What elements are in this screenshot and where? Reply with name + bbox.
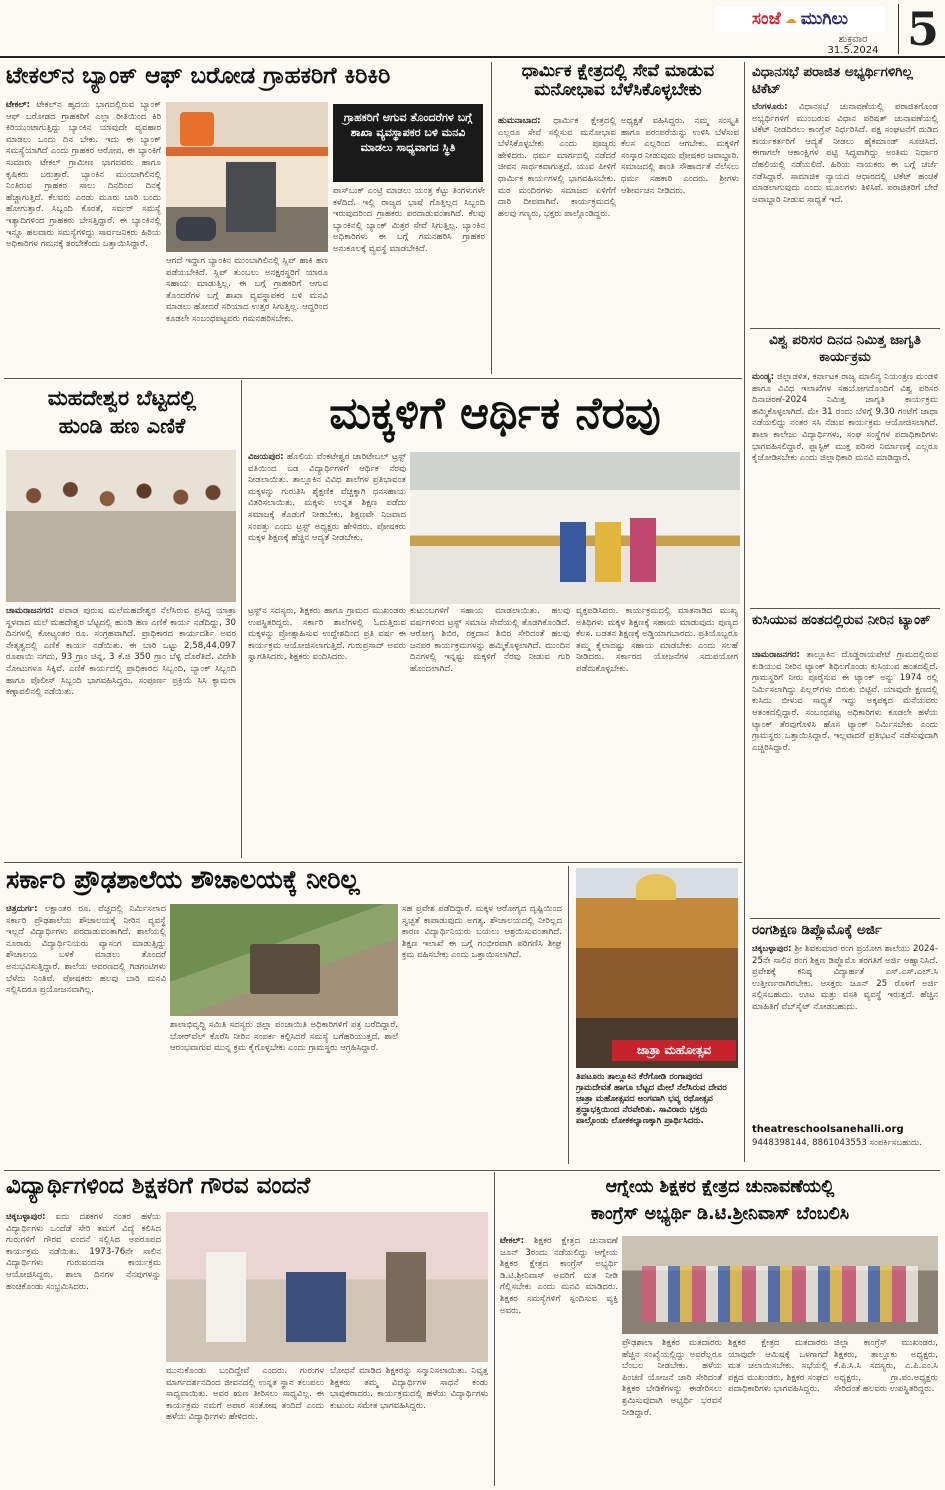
section-rule: [4, 862, 742, 863]
story-election-col1: [500, 1236, 618, 1484]
story-teachers-dateline: ಚಿಕ್ಕಬಳ್ಳಾಪುರ:: [6, 1212, 46, 1222]
story-ticket-dateline: ಬೆಂಗಳೂರು:: [752, 102, 788, 112]
bank-branch-photo: [166, 102, 328, 252]
story-theatre-headline: ರಂಗಶಿಕ್ಷಣ ಡಿಪ್ಲೊಮೊಕ್ಕೆ ಅರ್ಜಿ: [752, 922, 882, 938]
child-figure-shape: [560, 522, 586, 582]
story-tank-headline: ಕುಸಿಯುವ ಹಂತದಲ್ಲಿರುವ ನೀರಿನ ಟ್ಯಾಂಕ್: [752, 612, 931, 628]
story-election-col1-text: ಶಿಕ್ಷಕರ ಕ್ಷೇತ್ರದ ಚುನಾವಣೆ ಜೂನ್ 3ರಂದು ನಡೆಯಲಿದ್ದು ಆಗ್ನೇಯ ಶಿಕ್ಷಕರ ಕ್ಷೇತ್ರದ ಕಾಂಗ್ರೆಸ್ ಅಭ್ಯರ್ಥಿ ಡಿ.ಟಿ.ಶ್ರೀನಿವಾಸ್ ಅವರಿಗೆ ಮತ ನೀಡಿ ಗೆಲ್ಲಿಸಬೇಕು ಎಂದು ಮನವಿ ಮಾಡಿದರು. ಶಿಕ್ಷಕರ ಸಮಸ್ಯೆಗಳಿಗೆ ಸ್ಪಂದಿಸುವ ವ್ಯಕ್ತಿ ಅವರು.: [500, 1236, 618, 1316]
story-temple-headline: [8, 384, 236, 444]
brand-logo: [715, 6, 885, 32]
story-religion-headline: ಧಾರ್ಮಿಕ ಕ್ಷೇತ್ರದಲ್ಲಿ ಸೇವೆ ಮಾಡುವ ಮನೋಭಾವ ಬೆಳೆಸಿಕೊಳ್ಳಬೇಕು: [521, 62, 715, 100]
section-rule: [750, 918, 940, 919]
person-figure-shape: [206, 1252, 246, 1342]
school-overgrowth-photo: [170, 904, 398, 1016]
story-bank-callout: ಗ್ರಾಹಕರಿಗೆ ಆಗುವ ತೊಂದರೆಗಳ ಬಗ್ಗೆ ಶಾಖಾ ವ್ಯವಸ್ಥಾಪಕರ ಬಳಿ ಮನವಿ ಮಾಡಲು ಸಾಧ್ಯವಾಗದ ಸ್ಥಿತಿ: [333, 104, 483, 182]
parked-scooter-shape: [176, 217, 216, 241]
section-rule: [4, 378, 742, 379]
story-toilet-headline: ಸರ್ಕಾರಿ ಪ್ರೌಢಶಾಲೆಯ ಶೌಚಾಲಯಕ್ಕೆ ನೀರಿಲ್ಲ: [6, 866, 360, 894]
story-teachers-col2: ಮುನುಕೊಂಡು ಬಂದಿದ್ದೇವೆ ಎಂದರು. ಗುರುಗಳ ಮಾರ್ಗದರ್ಶನದಿಂದ ಜೀವನದಲ್ಲಿ ಉನ್ನತ ಸ್ಥಾನ ತಲುಪಲು ಸಾಧ್ಯವಾಯಿತು. ಅವರ ಋಣ ತೀರಿಸಲು ಸಾಧ್ಯವಿಲ್ಲ. ಈ ಕಾರ್ಯಕ್ರಮ ನಮಗೆ ಅಪಾರ ಸಂತೋಷ ತಂದಿದೆ ಎಂದು ಹಳೆಯ ವಿದ್ಯಾರ್ಥಿಗಳು ಹೇಳಿದರು.: [166, 1366, 324, 1423]
story-aid-col2: ಟ್ರಸ್ಟ್‌ನ ಸದಸ್ಯರು, ಶಿಕ್ಷಕರು ಹಾಗೂ ಗ್ರಾಮದ ಮುಖಂಡರು ಉಪಸ್ಥಿತರಿದ್ದರು. ಸರ್ಕಾರಿ ಶಾಲೆಗಳಲ್ಲಿ ಓದುತ್ತಿರುವ ಮಕ್ಕಳನ್ನು ಪ್ರೋತ್ಸಾಹಿಸುವ ಉದ್ದೇಶದಿಂದ ಪ್ರತಿ ವರ್ಷ ಈ ಕಾರ್ಯಕ್ರಮ ಆಯೋಜಿಸಲಾಗುತ್ತಿದೆ. ಗುರುಪ್ರಸಾದ್ ಅವರು ಸ್ವಾಗತಿಸಿದರು, ಶಿಕ್ಷಕರು ವಂದಿಸಿದರು.: [248, 606, 406, 663]
story-environment-text: ಜಿಲ್ಲಾಡಳಿತ, ಕರ್ನಾಟಕ ರಾಜ್ಯ ಮಾಲಿನ್ಯ ನಿಯಂತ್ರಣ ಮಂಡಳಿ ಹಾಗೂ ವಿವಿಧ ಇಲಾಖೆಗಳ ಸಹಯೋಗದೊಂದಿಗೆ ವಿಶ್ವ ಪರಿಸರ ದಿನಾಚರಣೆ-2024 ನಿಮಿತ್ತ ಜಾಗೃತಿ ಕಾರ್ಯಕ್ರಮ ಹಮ್ಮಿಕೊಳ್ಳಲಾಗಿದೆ. ಮೇ 31 ರಂದು ಬೆಳಿಗ್ಗೆ 9.30 ಗಂಟೆಗೆ ಜಾಥಾ ನಡೆಯಲಿದ್ದು ನಂತರ ಸಸಿ ನೆಡುವ ಕಾರ್ಯಕ್ರಮ ಆಯೋಜಿಸಲಾಗಿದೆ. ಶಾಲಾ ಕಾಲೇಜು ವಿದ್ಯಾರ್ಥಿಗಳು, ಸಂಘ ಸಂಸ್ಥೆಗಳ ಪದಾಧಿಕಾರಿಗಳು ಭಾಗವಹಿಸಲಿದ್ದಾರೆ. ಪ್ಲಾಸ್ಟಿಕ್ ಮುಕ್ತ ಪರಿಸರ ನಿರ್ಮಾಣಕ್ಕೆ ಎಲ್ಲರೂ ಕೈಜೋಡಿಸಬೇಕು ಎಂದು ಜಿಲ್ಲಾಧಿಕಾರಿ ಮನವಿ ಮಾಡಿದ್ದಾರೆ.: [752, 372, 938, 464]
bank-logo-shape: [180, 112, 214, 146]
story-environment-dateline: ಮಂಡ್ಯ:: [752, 372, 775, 382]
hundi-counting-photo: [6, 450, 236, 602]
child-figure-shape: [595, 522, 621, 582]
story-toilet-dateline: ಚಿತ್ರದುರ್ಗ:: [6, 904, 38, 914]
festival-caption: ತಿಪಟೂರು ತಾಲ್ಲೂಕಿನ ಕೆರೆಗೋಡಿ ರಂಗಾಪುರದ ಗ್ರಾಮದೇವತೆ ಹಾಗೂ ಬೆಟ್ಟದ ಮೇಲೆ ನೆಲೆಸಿರುವ ದೇವರ ಜಾತ್ರಾ ಮಹೋತ್ಸವದ ಅಂಗವಾಗಿ ಭವ್ಯ ರಥೋತ್ಸವ ಶ್ರದ್ಧಾಭಕ್ತಿಯಿಂದ ನೆರವೇರಿತು. ಸಾವಿರಾರು ಭಕ್ತರು ಪಾಲ್ಗೊಂಡು ಲೋಕಕಲ್ಯಾಣಕ್ಕಾಗಿ ಪ್ರಾರ್ಥಿಸಿದರು.: [576, 1072, 727, 1126]
story-aid-col1: [248, 452, 406, 602]
story-tank-text: ತಾಲ್ಲೂಕಿನ ದೊಡ್ಡರಾಯಪೇಟೆ ಗ್ರಾಮದಲ್ಲಿರುವ ಕುಡಿಯುವ ನೀರಿನ ಟ್ಯಾಂಕ್ ಶಿಥಿಲಗೊಂಡು ಕುಸಿಯುವ ಹಂತದಲ್ಲಿದೆ. ಗ್ರಾಮಸ್ಥರಿಗೆ ನೀರು ಪೂರೈಸುವ ಈ ಟ್ಯಾಂಕ್ ಅನ್ನು 1974 ರಲ್ಲಿ ನಿರ್ಮಿಸಲಾಗಿದ್ದು ಪಿಲ್ಲರ್‌ಗಳು ಬಿರುಕು ಬಿಟ್ಟಿವೆ. ಯಾವುದೇ ಕ್ಷಣದಲ್ಲಿ ಕುಸಿದು ಬೀಳುವ ಸಾಧ್ಯತೆ ಇದ್ದು ಅಕ್ಕಪಕ್ಕದ ಮನೆಯವರು ಆತಂಕದಲ್ಲಿದ್ದಾರೆ. ಸಂಬಂಧಪಟ್ಟ ಅಧಿಕಾರಿಗಳು ಕೂಡಲೇ ಹಳೆಯ ಟ್ಯಾಂಕ್ ತೆರವುಗೊಳಿಸಿ ಹೊಸ ಟ್ಯಾಂಕ್ ನಿರ್ಮಿಸಬೇಕು ಎಂದು ಗ್ರಾಮಸ್ಥರು ಒತ್ತಾಯಿಸಿದ್ದಾರೆ. ಇಲ್ಲವಾದರೆ ಪ್ರತಿಭಟನೆ ನಡೆಸುವುದಾಗಿ ಎಚ್ಚರಿಸಿದ್ದಾರೆ.: [752, 650, 938, 753]
column-rule: [568, 866, 569, 1164]
story-theatre-body: [752, 944, 938, 1122]
story-bank-col1-text: ಟೇಕಲ್‌ನ ಹೃದಯ ಭಾಗದಲ್ಲಿರುವ ಬ್ಯಾಂಕ್ ಆಫ್ ಬರೋಡದ ಗ್ರಾಹಕರಿಗೆ ಎಲ್ಲಾ ರೀತಿಯಿಂದ ಕಿರಿ ಕಿರಿಯುಂಟಾಗುತ್ತಿದ್ದು ಬ್ಯಾಂಕಿನ ಯಾವುದೇ ವ್ಯವಹಾರ ಮಾಡಲು ಒಂದು ದಿನ ಬೇಕು. ಇದು ಈ ಬ್ಯಾಂಕ್ ಸಮಸ್ಯೆಯಾಗಿದೆ ಎಂದು ಗ್ರಾಹಕರ ಆರೋಪ. ಈ ಬ್ಯಾಂಕಿಗೆ ಸುಮಾರು ಟೇಕಲ್ ಗ್ರಾಮೀಣ ಭಾಗದವರು ಹಾಗೂ ಕೃಷಿಕರು ಬರುತ್ತಾರೆ. ಬ್ಯಾಂಕಿನ ಮುಂಬಾಗಿಲಿನಲ್ಲಿ ನಿಂತಿರುವ ಗ್ರಾಹಕರ ಸಾಲು ದಿನದಿಂದ ದಿನಕ್ಕೆ ಹೆಚ್ಚಾಗುತ್ತಿದೆ. ಕೆಲವರು ಎರಡು ಮೂರು ಬಾರಿ ಬಂದು ಹೋಗುತ್ತಾರೆ. ಸಿಬ್ಬಂದಿ ಕೊರತೆ, ಸರ್ವರ್ ಸಮಸ್ಯೆ ಇತ್ಯಾದಿಗಳಿಂದ ಗ್ರಾಹಕರು ಬೇಸತ್ತಿದ್ದಾರೆ. ಈ ಬ್ಯಾಂಕಿನಲ್ಲಿ ಇನ್ನೂ ಹಲವಾರು ಸಮಸ್ಯೆಗಳಿದ್ದು ಸಾರ್ವಜನಿಕರು ಹಿರಿಯ ಅಧಿಕಾರಿಗಳ ಗಮನಕ್ಕೆ ತರಬೇಕೆಂದು ಒತ್ತಾಯಿಸಿದ್ದಾರೆ.: [6, 100, 161, 250]
story-bank-col1: [6, 100, 161, 372]
story-teachers-col1-text: ಐದು ದಶಕಗಳ ನಂತರ ಹಳೆಯ ವಿದ್ಯಾರ್ಥಿಗಳು ಒಂದೆಡೆ ಸೇರಿ ತಮಗೆ ವಿದ್ಯೆ ಕಲಿಸಿದ ಗುರುಗಳಿಗೆ ಗೌರವ ವಂದನೆ ಸಲ್ಲಿಸಿದ ಅಪರೂಪದ ಕಾರ್ಯಕ್ರಮ ನಡೆಯಿತು. 1973-76ನೇ ಸಾಲಿನ ವಿದ್ಯಾರ್ಥಿಗಳು ಗುರುವಂದನಾ ಕಾರ್ಯಕ್ರಮ ಆಯೋಜಿಸಿದ್ದರು. ಶಾಲಾ ದಿನಗಳ ನೆನಪುಗಳನ್ನು ಹಂಚಿಕೊಂಡು ಸಂಭ್ರಮಿಸಿದರು.: [6, 1212, 161, 1292]
theatre-phone-numbers: 9448398144, 8861043553 ಸಂಪರ್ಕಿಸಬಹುದು.: [752, 1138, 922, 1148]
story-temple-dateline: ಚಾಮರಾಜನಗರ:: [6, 606, 54, 616]
dry-tank-shape: [250, 944, 320, 994]
story-bank-headline: ಟೇಕಲ್‌ನ ಬ್ಯಾಂಕ್ ಆಫ್ ಬರೋಡ ಗ್ರಾಹಕರಿಗೆ ಕಿರಿಕಿರಿ: [6, 64, 391, 89]
story-religion-col1: [498, 116, 616, 372]
column-rule: [494, 1172, 495, 1486]
section-rule: [4, 1170, 940, 1171]
issue-date: 31.5.2024: [827, 45, 879, 56]
column-rule: [491, 62, 492, 374]
child-figure-shape: [630, 518, 656, 582]
story-temple-body: [6, 606, 236, 856]
story-election-headline-line1: ಆಗ್ನೇಯ ಶಿಕ್ಷಕರ ಕ್ಷೇತ್ರದ ಚುನಾವಣೆಯಲ್ಲಿ: [605, 1177, 835, 1197]
story-theatre-text: ಶ್ರೀ ಶಿವಕುಮಾರ ರಂಗ ಪ್ರಯೋಗ ಶಾಲೆಯು 2024-25ನೇ ಸಾಲಿನ ರಂಗ ಶಿಕ್ಷಣ ಡಿಪ್ಲೊಮೊ ತರಗತಿಗೆ ಅರ್ಜಿ ಆಹ್ವಾನಿಸಿದೆ. ಪ್ರವೇಶಕ್ಕೆ ಕನಿಷ್ಠ ವಿದ್ಯಾರ್ಹತೆ ಎಸ್.ಎಸ್.ಎಲ್.ಸಿ ಉತ್ತೀರ್ಣರಾಗಿರಬೇಕು. ಆಸಕ್ತರು ಜೂನ್ 25 ರೊಳಗೆ ಅರ್ಜಿ ಸಲ್ಲಿಸಬಹುದು. ಊಟ ಮತ್ತು ವಸತಿ ವ್ಯವಸ್ಥೆ ಇರುತ್ತದೆ. ಹೆಚ್ಚಿನ ಮಾಹಿತಿಗೆ ವೆಬ್‌ಸೈಟ್ ನೋಡಬಹುದು.: [752, 944, 938, 1012]
temple-chariot-photo: [576, 868, 738, 1068]
issue-day: ಶುಕ್ರವಾರ: [838, 34, 868, 45]
story-aid-col4: ವ್ಯಕ್ತಪಡಿಸಿದರು. ಕಾರ್ಯಕ್ರಮದಲ್ಲಿ ಮಾತನಾಡಿದ ಮುಖ್ಯ ಅತಿಥಿಗಳು ಮಕ್ಕಳ ಶಿಕ್ಷಣಕ್ಕೆ ಸಹಾಯ ಮಾಡುವುದು ಪುಣ್ಯದ ಕೆಲಸ. ಬಡತನ ಶಿಕ್ಷಣಕ್ಕೆ ಅಡ್ಡಿಯಾಗಬಾರದು. ಪ್ರತಿಯೊಬ್ಬರೂ ತಮ್ಮ ಕೈಲಾದಷ್ಟು ಸಹಾಯ ಮಾಡಬೇಕು ಎಂದು ಸಲಹೆ ನೀಡಿದರು. ಸರ್ಕಾರದ ಯೋಜನೆಗಳ ಸದುಪಯೋಗ ಪಡೆದುಕೊಳ್ಳಬೇಕು.: [576, 606, 738, 674]
story-toilet-col1-text: ಲಕ್ಷಾಂತರ ರೂ. ವೆಚ್ಚದಲ್ಲಿ ನಿರ್ಮಿಸಲಾದ ಸರ್ಕಾರಿ ಪ್ರೌಢಶಾಲೆಯ ಶೌಚಾಲಯಕ್ಕೆ ನೀರಿನ ವ್ಯವಸ್ಥೆ ಇಲ್ಲದೆ ವಿದ್ಯಾರ್ಥಿಗಳು ಪರದಾಡುವಂತಾಗಿದೆ. ಶಾಲೆಯಲ್ಲಿ ನೂರಾರು ವಿದ್ಯಾರ್ಥಿನಿಯರು ವ್ಯಾಸಂಗ ಮಾಡುತ್ತಿದ್ದು ಶೌಚಾಲಯ ಬಳಕೆ ಮಾಡಲು ತೊಂದರೆ ಅನುಭವಿಸುತ್ತಿದ್ದಾರೆ. ಶಾಲೆಯ ಆವರಣದಲ್ಲಿ ಗಿಡಗಂಟಿಗಳು ಬೆಳೆದು ನಿಂತಿವೆ. ಪೋಷಕರು ಹಲವು ಬಾರಿ ಮನವಿ ಸಲ್ಲಿಸಿದರೂ ಪ್ರಯೋಜನವಾಗಿಲ್ಲ.: [6, 904, 166, 996]
story-toilet-col3: ಸಹ ಪ್ರವೇಶ ಪಡೆದಿದ್ದಾರೆ. ಮಕ್ಕಳ ಆರೋಗ್ಯದ ದೃಷ್ಟಿಯಿಂದ ಸ್ವಚ್ಛತೆ ಕಾಪಾಡುವುದು ಅಗತ್ಯ. ಶೌಚಾಲಯದಲ್ಲಿ ನೀರಿಲ್ಲದ ಕಾರಣ ವಿದ್ಯಾರ್ಥಿನಿಯರು ಬಯಲು ಆಶ್ರಯಿಸುವಂತಾಗಿದೆ. ಶಿಕ್ಷಣ ಇಲಾಖೆ ಈ ಬಗ್ಗೆ ಗಂಭೀರವಾಗಿ ಪರಿಗಣಿಸಿ ಶೀಘ್ರ ಕ್ರಮ ವಹಿಸಬೇಕು ಎಂದು ಒತ್ತಾಯಿಸಲಾಗಿದೆ.: [402, 904, 562, 961]
person-figure-shape: [386, 1252, 426, 1342]
story-election-col3: ಶಿಕ್ಷಕರ ಕ್ಷೇತ್ರದ ಮತದಾರರು ಯಾವುದೇ ಆಮಿಷಕ್ಕೆ ಒಳಗಾಗದೆ ಮತ ಚಲಾಯಿಸಬೇಕು. ಸಭೆಯಲ್ಲಿ ಪಕ್ಷದ ಮುಖಂಡರು, ಶಿಕ್ಷಕರ ಸಂಘದ ಪದಾಧಿಕಾರಿಗಳು ಭಾಗವಹಿಸಿದ್ದರು.: [728, 1338, 828, 1395]
story-bank-dateline: ಟೇಕಲ್:: [6, 100, 31, 110]
section-rule: [750, 608, 940, 609]
teacher-felicitation-photo: [166, 1212, 488, 1362]
story-teachers-headline: ವಿದ್ಯಾರ್ಥಿಗಳಿಂದ ಶಿಕ್ಷಕರಿಗೆ ಗೌರವ ವಂದನೆ: [6, 1174, 311, 1199]
election-meeting-photo: [622, 1236, 938, 1334]
story-tank-dateline: ಚಾಮರಾಜನಗರ:: [752, 650, 800, 660]
story-election-col4: ಜಿಲ್ಲಾ ಕಾಂಗ್ರೆಸ್ ಮುಖಂಡರು, ಶಿಕ್ಷಕರು, ತಾಲ್ಲೂಕು ಅಧ್ಯಕ್ಷರು, ಕೆ.ಪಿ.ಸಿ.ಸಿ ಸದಸ್ಯರು, ಎ.ಪಿ.ಎಂ.ಸಿ ಅಧ್ಯಕ್ಷರು, ಗ್ರಾ.ಪಂ.ಅಧ್ಯಕ್ಷರು ಸೇರಿದಂತೆ ಹಲವರು ಉಪಸ್ಥಿತರಿದ್ದರು.: [834, 1338, 938, 1395]
story-toilet-col1: [6, 904, 166, 1166]
story-ticket-headline: ವಿಧಾನಸಭೆ ಪರಾಜಿತ ಅಭ್ಯರ್ಥಿಗಳಿಗಿಲ್ಲ ಟಿಕೆಟ್: [752, 64, 913, 97]
story-religion-col2: ಅಧ್ಯಕ್ಷತೆ ವಹಿಸಿದ್ದರು. ನಮ್ಮ ಸಂಸ್ಕೃತಿ ಹಾಗೂ ಪರಂಪರೆಯನ್ನು ಉಳಿಸಿ ಬೆಳೆಸುವ ಕೆಲಸ ಎಲ್ಲರಿಂದ ಆಗಬೇಕು. ಮಕ್ಕಳಿಗೆ ಸಂಸ್ಕಾರ ನೀಡುವುದು ಪೋಷಕರ ಜವಾಬ್ದಾರಿ. ಸಮಾಜದಲ್ಲಿ ಶಾಂತಿ ಸೌಹಾರ್ದತೆ ನೆಲೆಸಲು ಧರ್ಮ ಸಹಕಾರಿ ಎಂದರು. ಶ್ರೀಗಳು ಆಶೀರ್ವಚನ ನೀಡಿದರು.: [621, 116, 739, 196]
story-toilet-col2: ಶಾಲಾಭಿವೃದ್ಧಿ ಸಮಿತಿ ಸದಸ್ಯರು ಜಿಲ್ಲಾ ಪಂಚಾಯಿತಿ ಅಧಿಕಾರಿಗಳಿಗೆ ಪತ್ರ ಬರೆದಿದ್ದಾರೆ. ಬೋರ್‌ವೆಲ್ ಕೊರೆಸಿ ನೀರಿನ ಸಂಪರ್ಕ ಕಲ್ಪಿಸಿದರೆ ಸಮಸ್ಯೆ ಬಗೆಹರಿಯುತ್ತದೆ. ಶಾಲೆ ಆರಂಭವಾಗುವ ಮುನ್ನ ಕ್ರಮ ಕೈಗೊಳ್ಳಬೇಕು ಎಂದು ಗ್ರಾಮಸ್ಥರು ಆಗ್ರಹಿಸಿದ್ದಾರೆ.: [170, 1020, 398, 1054]
story-religion-col1-text: ಧಾರ್ಮಿಕ ಕ್ಷೇತ್ರದಲ್ಲಿ ಎಲ್ಲರೂ ಸೇವೆ ಸಲ್ಲಿಸುವ ಮನೋಭಾವ ಬೆಳೆಸಿಕೊಳ್ಳಬೇಕು ಎಂದು ಪೂಜ್ಯರು ಹೇಳಿದರು. ಧರ್ಮ ಮಾರ್ಗದಲ್ಲಿ ನಡೆದರೆ ಜೀವನ ಸಾರ್ಥಕವಾಗುತ್ತದೆ. ಯುವ ಪೀಳಿಗೆ ಧಾರ್ಮಿಕ ಕಾರ್ಯಗಳಲ್ಲಿ ಭಾಗವಹಿಸಬೇಕು. ಮಠ ಮಂದಿರಗಳು ಸಮಾಜದ ಏಳಿಗೆಗೆ ದಾರಿ ದೀಪವಾಗಿವೆ. ಕಾರ್ಯಕ್ರಮದಲ್ಲಿ ಹಲವು ಗಣ್ಯರು, ಭಕ್ತರು ಪಾಲ್ಗೊಂಡಿದ್ದರು.: [498, 116, 616, 219]
story-bank-col2: ಆಗದೆ ಇದ್ದಾಗ ಬ್ಯಾಂಕಿನ ಮುಂಬಾಗಿಲಿನಲ್ಲಿ ಸ್ಲಿಪ್ ಹಾಕಿ ಹಣ ಪಡೆಯಬೇಕಿದೆ. ಸ್ಲಿಪ್ ತುಂಬಲು ಅನಕ್ಷರಸ್ಥರಿಗೆ ಯಾರೂ ಸಹಾಯ ಮಾಡುತ್ತಿಲ್ಲ. ಈ ಬಗ್ಗೆ ಗ್ರಾಹಕರಿಗೆ ಆಗುವ ತೊಂದರೆಗಳ ಬಗ್ಗೆ ಶಾಖಾ ವ್ಯವಸ್ಥಾಪಕರ ಬಳಿ ಮನವಿ ಮಾಡಲು ಹೋದರೆ ಸರಿಯಾದ ಉತ್ತರ ಸಿಗುತ್ತಿಲ್ಲ. ಆದ್ದರಿಂದ ಕೂಡಲೇ ಸಂಬಂಧಪಟ್ಟವರು ಗಮನಹರಿಸಬೇಕು.: [166, 256, 328, 324]
bank-door-shape: [226, 162, 276, 232]
story-ticket-text: ವಿಧಾನಸಭೆ ಚುನಾವಣೆಯಲ್ಲಿ ಪರಾಜಿತಗೊಂಡ ಅಭ್ಯರ್ಥಿಗಳಿಗೆ ಮುಂಬರುವ ವಿಧಾನ ಪರಿಷತ್ ಚುನಾವಣೆಯಲ್ಲಿ ಟಿಕೆಟ್ ನೀಡದಿರಲು ಕಾಂಗ್ರೆಸ್ ನಿರ್ಧರಿಸಿದೆ. ಪಕ್ಷ ಸಂಘಟನೆಗೆ ದುಡಿದ ಕಾರ್ಯಕರ್ತರಿಗೆ ಆದ್ಯತೆ ನೀಡಲು ಹೈಕಮಾಂಡ್ ಸೂಚಿಸಿದೆ. ಈಗಾಗಲೇ ಆಕಾಂಕ್ಷಿಗಳ ಪಟ್ಟಿ ಸಿದ್ಧವಾಗಿದ್ದು ಅಂತಿಮ ನಿರ್ಧಾರ ದೆಹಲಿಯಲ್ಲಿ ನಡೆಯಲಿದೆ. ಹಿರಿಯ ನಾಯಕರು ಈ ಬಗ್ಗೆ ಚರ್ಚೆ ನಡೆಸಿದ್ದಾರೆ. ಸಾಮಾಜಿಕ ನ್ಯಾಯದ ಆಧಾರದಲ್ಲಿ ಟಿಕೆಟ್ ಹಂಚಿಕೆ ಮಾಡಲಾಗುವುದು ಎಂದು ಮೂಲಗಳು ತಿಳಿಸಿವೆ. ಪರಾಜಿತರಿಗೆ ಬೇರೆ ಜವಾಬ್ದಾರಿ ನೀಡುವ ಸಾಧ್ಯತೆ ಇದೆ.: [752, 102, 938, 205]
group-figures-shape: [642, 1266, 918, 1322]
story-temple-text: ಪವಾಡ ಪುರುಷ ಮಲೆಮಹದೇಶ್ವರ ನೆಲೆಸಿರುವ ಪ್ರಸಿದ್ಧ ಯಾತ್ರಾ ಸ್ಥಳವಾದ ಮಲೆ ಮಹದೇಶ್ವರ ಬೆಟ್ಟದಲ್ಲಿ ಹುಂಡಿ ಹಣ ಎಣಿಕೆ ಕಾರ್ಯ ನಡೆದಿದ್ದು, 30 ದಿನಗಳಲ್ಲಿ ಕೋಟ್ಯಂತರ ರೂ. ಸಂಗ್ರಹವಾಗಿದೆ. ಪ್ರಾಧಿಕಾರದ ಕಾರ್ಯದರ್ಶಿ ಅವರ ನೇತೃತ್ವದಲ್ಲಿ ಎಣಿಕೆ ಕಾರ್ಯ ನಡೆಯಿತು. ಈ ಬಾರಿ ಒಟ್ಟು 2,58,44,097 ರೂಪಾಯಿ ನಗದು, 93 ಗ್ರಾಂ ಚಿನ್ನ, 3 ಕೆ.ಜಿ 350 ಗ್ರಾಂ ಬೆಳ್ಳಿ ದೊರೆತಿದೆ. ವಿದೇಶಿ ನೋಟುಗಳೂ ಸಿಕ್ಕಿವೆ. ಎಣಿಕೆ ಕಾರ್ಯದಲ್ಲಿ ಪ್ರಾಧಿಕಾರದ ಸಿಬ್ಬಂದಿ, ಬ್ಯಾಂಕ್ ಸಿಬ್ಬಂದಿ ಹಾಗೂ ಪೊಲೀಸ್ ಸಿಬ್ಬಂದಿ ಭಾಗವಹಿಸಿದ್ದರು. ಸಂಪೂರ್ಣ ಪ್ರಕ್ರಿಯೆ ಸಿಸಿ ಕ್ಯಾಮರಾ ಕಣ್ಗಾವಲಿನಲ್ಲಿ ನಡೆಯಿತು.: [6, 606, 236, 698]
page-number-divider: [898, 4, 899, 54]
story-teachers-col3: ಬೋಧನೆ ಮಾಡಿದ ಶಿಕ್ಷಕರನ್ನು ಸನ್ಮಾನಿಸಲಾಯಿತು. ನಿವೃತ್ತ ಶಿಕ್ಷಕರು ತಮ್ಮ ವಿದ್ಯಾರ್ಥಿಗಳ ಸಾಧನೆ ಕಂಡು ಭಾವುಕರಾದರು. ಕಾರ್ಯಕ್ರಮದಲ್ಲಿ ಹಳೆಯ ವಿದ್ಯಾರ್ಥಿಗಳು ಕುಟುಂಬ ಸಮೇತ ಭಾಗವಹಿಸಿದ್ದರು.: [330, 1366, 488, 1411]
festival-tag: ಜಾತ್ರಾ ಮಹೋತ್ಸವ: [612, 1040, 736, 1061]
story-teachers-col1: [6, 1212, 161, 1484]
brand-name-part1: ಸಂಜೆ: [752, 9, 781, 29]
aid-distribution-photo: [410, 452, 740, 604]
story-ticket-body: [752, 102, 938, 324]
column-rule: [241, 380, 242, 858]
story-temple-headline-line2: ಹುಂಡಿ ಹಣ ಎಣಿಕೆ: [58, 414, 186, 438]
story-environment-headline: ವಿಶ್ವ ಪರಿಸರ ದಿನದ ನಿಮಿತ್ತ ಜಾಗೃತಿ ಕಾರ್ಯಕ್ರಮ: [769, 332, 921, 365]
story-religion-dateline: ಹುಮನಾಬಾದ:: [498, 116, 541, 126]
story-aid-dateline: ವಿಜಯಪುರ:: [248, 452, 284, 462]
story-election-headline: [500, 1174, 940, 1232]
column-rule-right: [744, 62, 745, 1162]
theatre-website-link[interactable]: theatreschoolsanehalli.org: [752, 1124, 904, 1135]
chariot-top-shape: [636, 874, 676, 900]
story-bank-col3: ಪಾಸ್‌ಬುಕ್ ಎಂಟ್ರಿ ಮಾಡಲು ಯಂತ್ರ ಕೆಟ್ಟು ತಿಂಗಳುಗಳೇ ಕಳೆದಿದೆ. ಇಲ್ಲಿ ರಾಜ್ಯದ ಭಾಷೆ ಗೊತ್ತಿಲ್ಲದ ಸಿಬ್ಬಂದಿ ಇರುವುದರಿಂದ ಗ್ರಾಹಕರು ಪರದಾಡುವಂತಾಗಿದೆ. ಕೆಲವು ಬ್ಯಾಂಕಿನಲ್ಲಿ ಬ್ಯಾಂಕ್ ಮಿತ್ರರ ಸೇವೆ ಸಿಗುತ್ತಿಲ್ಲ. ಬ್ಯಾಂಕಿನ ಅಧಿಕಾರಿಗಳು ಈ ಬಗ್ಗೆ ಗಮನಹರಿಸಿ ಗ್ರಾಹಕರ ಅನುಕೂಲಕ್ಕೆ ವ್ಯವಸ್ಥೆ ಮಾಡಬೇಕಿದೆ.: [333, 186, 485, 254]
story-aid-col3: ಕುಟುಂಬಗಳಿಗೆ ಸಹಾಯ ಮಾಡಲಾಯಿತು. ಹಲವು ವರ್ಷಗಳಿಂದ ಟ್ರಸ್ಟ್ ಸಮಾಜ ಸೇವೆಯಲ್ಲಿ ತೊಡಗಿಕೊಂಡಿದೆ. ಆರೋಗ್ಯ ಶಿಬಿರ, ರಕ್ತದಾನ ಶಿಬಿರ ಸೇರಿದಂತೆ ಹಲವು ಜನಪರ ಕಾರ್ಯಕ್ರಮಗಳನ್ನು ಹಮ್ಮಿಕೊಳ್ಳಲಾಗಿದೆ. ಮುಂದಿನ ದಿನಗಳಲ್ಲಿ ಇನ್ನಷ್ಟು ಮಕ್ಕಳಿಗೆ ನೆರವು ನೀಡುವ ಗುರಿ ಹೊಂದಲಾಗಿದೆ.: [410, 606, 570, 674]
story-election-headline-line2: ಕಾಂಗ್ರೆಸ್ ಅಭ್ಯರ್ಥಿ ಡಿ.ಟಿ.ಶ್ರೀನಿವಾಸ್ ಬೆಂಬಲಿಸಿ: [590, 1204, 850, 1224]
story-tank-body: [752, 650, 938, 914]
masthead: [0, 0, 945, 58]
person-figure-shape: [286, 1272, 346, 1342]
story-environment-body: [752, 372, 938, 604]
page-number: 5: [906, 2, 939, 56]
story-temple-headline-line1: ಮಹದೇಶ್ವರ ಬೆಟ್ಟದಲ್ಲಿ: [47, 386, 197, 410]
story-aid-col1-text: ಹೊಲಿಯ ವೆಂಕಟೇಶ್ವರ ಚಾರಿಟೇಬಲ್ ಟ್ರಸ್ಟ್ ವತಿಯಿಂದ ಬಡ ವಿದ್ಯಾರ್ಥಿಗಳಿಗೆ ಆರ್ಥಿಕ ನೆರವು ನೀಡಲಾಯಿತು. ತಾಲ್ಲೂಕಿನ ವಿವಿಧ ಶಾಲೆಗಳ ಪ್ರತಿಭಾವಂತ ಮಕ್ಕಳನ್ನು ಗುರುತಿಸಿ ಶೈಕ್ಷಣಿಕ ವೆಚ್ಚಕ್ಕಾಗಿ ಧನಸಹಾಯ ವಿತರಿಸಲಾಯಿತು. ಮಕ್ಕಳು ಉನ್ನತ ಶಿಕ್ಷಣ ಪಡೆದು ಸಮಾಜಕ್ಕೆ ಕೊಡುಗೆ ನೀಡಬೇಕು. ಶಿಕ್ಷಣವೇ ನಿಜವಾದ ಸಂಪತ್ತು ಎಂದು ಟ್ರಸ್ಟ್ ಅಧ್ಯಕ್ಷರು ಹೇಳಿದರು. ಪೋಷಕರು ಮಕ್ಕಳ ಶಿಕ್ಷಣಕ್ಕೆ ಹೆಚ್ಚಿನ ಆದ್ಯತೆ ನೀಡಬೇಕು.: [248, 452, 406, 544]
cloud-icon: ☁: [784, 12, 797, 26]
story-election-col2: ಪ್ರೌಢಶಾಲಾ ಶಿಕ್ಷಕರ ಮತದಾರರು ಹೆಚ್ಚಿನ ಸಂಖ್ಯೆಯಲ್ಲಿದ್ದು ಅವರೆಲ್ಲರೂ ಬೆಂಬಲ ನೀಡಬೇಕು. ಹಳೆಯ ಪಿಂಚಣಿ ಯೋಜನೆ ಜಾರಿ ಸೇರಿದಂತೆ ಶಿಕ್ಷಕರ ಬೇಡಿಕೆಗಳನ್ನು ಈಡೇರಿಸಲು ಶ್ರಮಿಸುವುದಾಗಿ ಅಭ್ಯರ್ಥಿ ಭರವಸೆ ನೀಡಿದ್ದಾರೆ.: [622, 1338, 722, 1418]
section-rule: [750, 328, 940, 329]
brand-name-part2: ಮುಗಿಲು: [800, 9, 848, 29]
story-election-dateline: ಟೇಕಲ್:: [500, 1236, 525, 1246]
story-theatre-dateline: ಚಿಕ್ಕಬಳ್ಳಾಪುರ:: [752, 944, 792, 954]
story-aid-headline: ಮಕ್ಕಳಿಗೆ ಆರ್ಥಿಕ ನೆರವು: [329, 388, 661, 439]
